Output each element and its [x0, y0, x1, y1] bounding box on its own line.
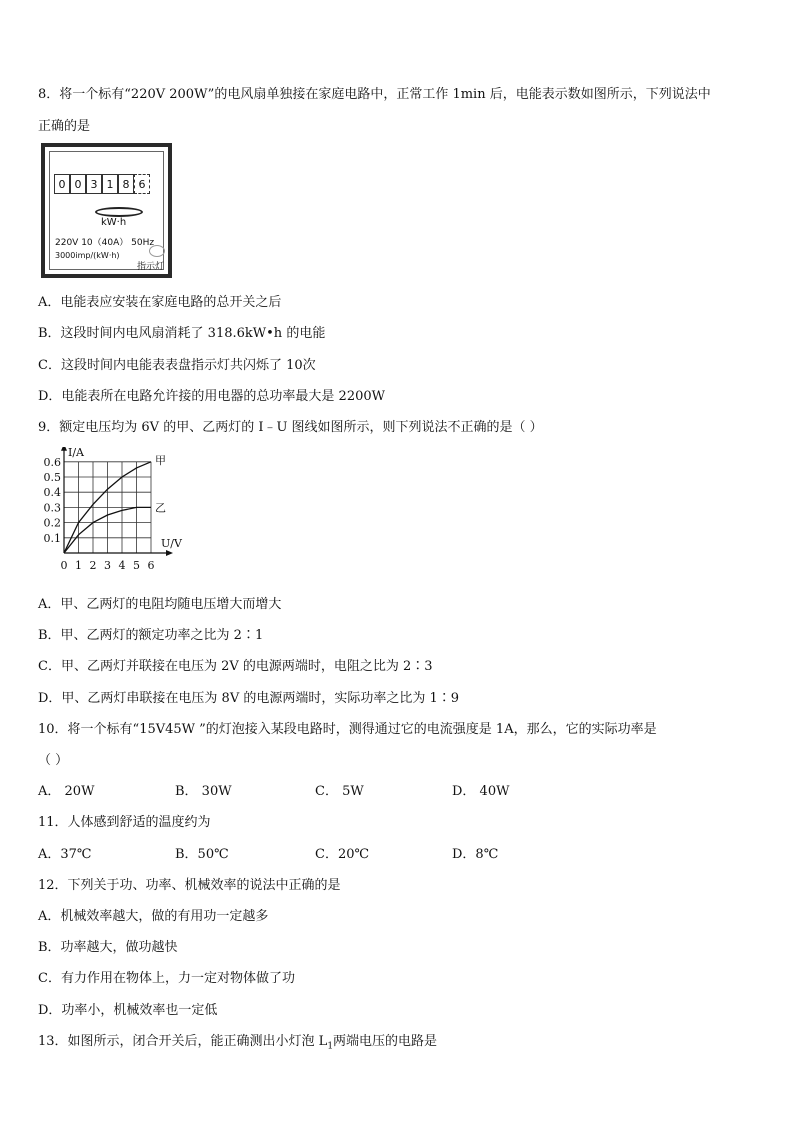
meter-disc-icon [95, 207, 143, 217]
y-axis-label: I/A [68, 447, 84, 459]
y-tick-label: 0.3 [43, 501, 61, 515]
x-tick-label: 6 [147, 559, 155, 572]
y-axis-arrow-icon [61, 447, 67, 451]
q8-option-c: C．这段时间内电能表表盘指示灯共闪烁了 10次 [38, 358, 316, 373]
q9-option-b: B．甲、乙两灯的额定功率之比为 2∶1 [38, 628, 264, 643]
q12-option-a: A．机械效率越大，做的有用功一定越多 [38, 909, 269, 924]
q10-option-b: B． 30W [175, 784, 232, 799]
iu-chart [38, 447, 188, 575]
meter-digit: 8 [118, 174, 134, 194]
q10-stem-line2: （ ） [38, 753, 69, 768]
q9-stem: 9．额定电压均为 6V 的甲、乙两灯的 I﹣U 图线如图所示，则下列说法不正确的是（ ） [38, 420, 543, 435]
meter-imp: 3000imp/(kW·h) [55, 251, 120, 260]
meter-lamp-label: 指示灯 [137, 262, 165, 272]
q8-option-a: A．电能表应安装在家庭电路的总开关之后 [38, 295, 282, 310]
q10-option-a: A． 20W [38, 784, 95, 799]
x-tick-label: 2 [89, 559, 97, 572]
q8-option-d: D．电能表所在电路允许接的用电器的总功率最大是 2200W [38, 389, 386, 404]
y-tick-label: 0.5 [43, 471, 61, 484]
q12-option-b: B．功率越大，做功越快 [38, 940, 178, 955]
meter-digit: 3 [86, 174, 102, 194]
q12-option-d: D．功率小，机械效率也一定低 [38, 1003, 218, 1018]
y-tick-label: 0.6 [43, 455, 61, 469]
indicator-lamp-icon [149, 245, 165, 257]
q12-stem: 12．下列关于功、功率、机械效率的说法中正确的是 [38, 878, 341, 893]
q8-option-b: B．这段时间内电风扇消耗了 318.6kW•h 的电能 [38, 326, 326, 341]
q13-subscript: 1 [327, 1041, 334, 1052]
q8-stem-line2: 正确的是 [38, 119, 91, 134]
x-axis-arrow-icon [166, 550, 173, 556]
q13-stem-before: 13．如图所示，闭合开关后，能正确测出小灯泡 L [38, 1034, 328, 1049]
q11-option-b: B．50℃ [175, 847, 229, 862]
q11-stem: 11．人体感到舒适的温度约为 [38, 815, 211, 830]
meter-digit: 0 [54, 174, 70, 194]
q13-stem [38, 1030, 437, 1052]
q11-option-d: D．8℃ [452, 847, 499, 862]
q13-stem-after: 两端电压的电路是 [333, 1034, 438, 1049]
x-tick-label: 0 [60, 559, 68, 572]
series-label: 乙 [155, 501, 166, 515]
x-tick-label: 1 [75, 559, 82, 572]
x-axis-label: U/V [161, 537, 182, 550]
q11-option-a: A．37℃ [38, 847, 92, 862]
q9-option-c: C．甲、乙两灯并联接在电压为 2V 的电源两端时，电阻之比为 2∶3 [38, 659, 433, 674]
q11-option-c: C．20℃ [315, 847, 370, 862]
q8-stem-line1: 8．将一个标有“220V 200W”的电风扇单独接在家庭电路中，正常工作 1min 后，电能表示数如图所示，下列说法中 [38, 87, 711, 102]
y-tick-label: 0.2 [43, 516, 61, 530]
meter-digit: 0 [70, 174, 86, 194]
q12-option-c: C．有力作用在物体上，力一定对物体做了功 [38, 971, 295, 986]
electric-meter-figure [41, 143, 172, 278]
meter-unit: kW·h [101, 217, 127, 228]
y-tick-label: 0.1 [43, 531, 61, 545]
q10-option-d: D． 40W [452, 784, 510, 799]
meter-digit-decimal: 6 [134, 174, 150, 194]
x-tick-label: 5 [133, 559, 140, 572]
q9-option-a: A．甲、乙两灯的电阻均随电压增大而增大 [38, 597, 282, 612]
meter-digits [54, 174, 150, 194]
y-tick-label: 0.4 [43, 486, 61, 500]
q10-stem-line1: 10．将一个标有“15V45W ”的灯泡接入某段电路时，测得通过它的电流强度是 1A，那么，它的实际功率是 [38, 722, 657, 737]
series-label: 甲 [155, 453, 166, 467]
q10-option-c: C． 5W [315, 784, 364, 799]
meter-digit: 1 [102, 174, 118, 194]
meter-specs: 220V 10（40A） 50Hz [55, 238, 155, 248]
x-tick-label: 3 [104, 559, 111, 572]
q9-option-d: D．甲、乙两灯串联接在电压为 8V 的电源两端时，实际功率之比为 1∶9 [38, 691, 460, 706]
x-tick-label: 4 [118, 559, 126, 572]
